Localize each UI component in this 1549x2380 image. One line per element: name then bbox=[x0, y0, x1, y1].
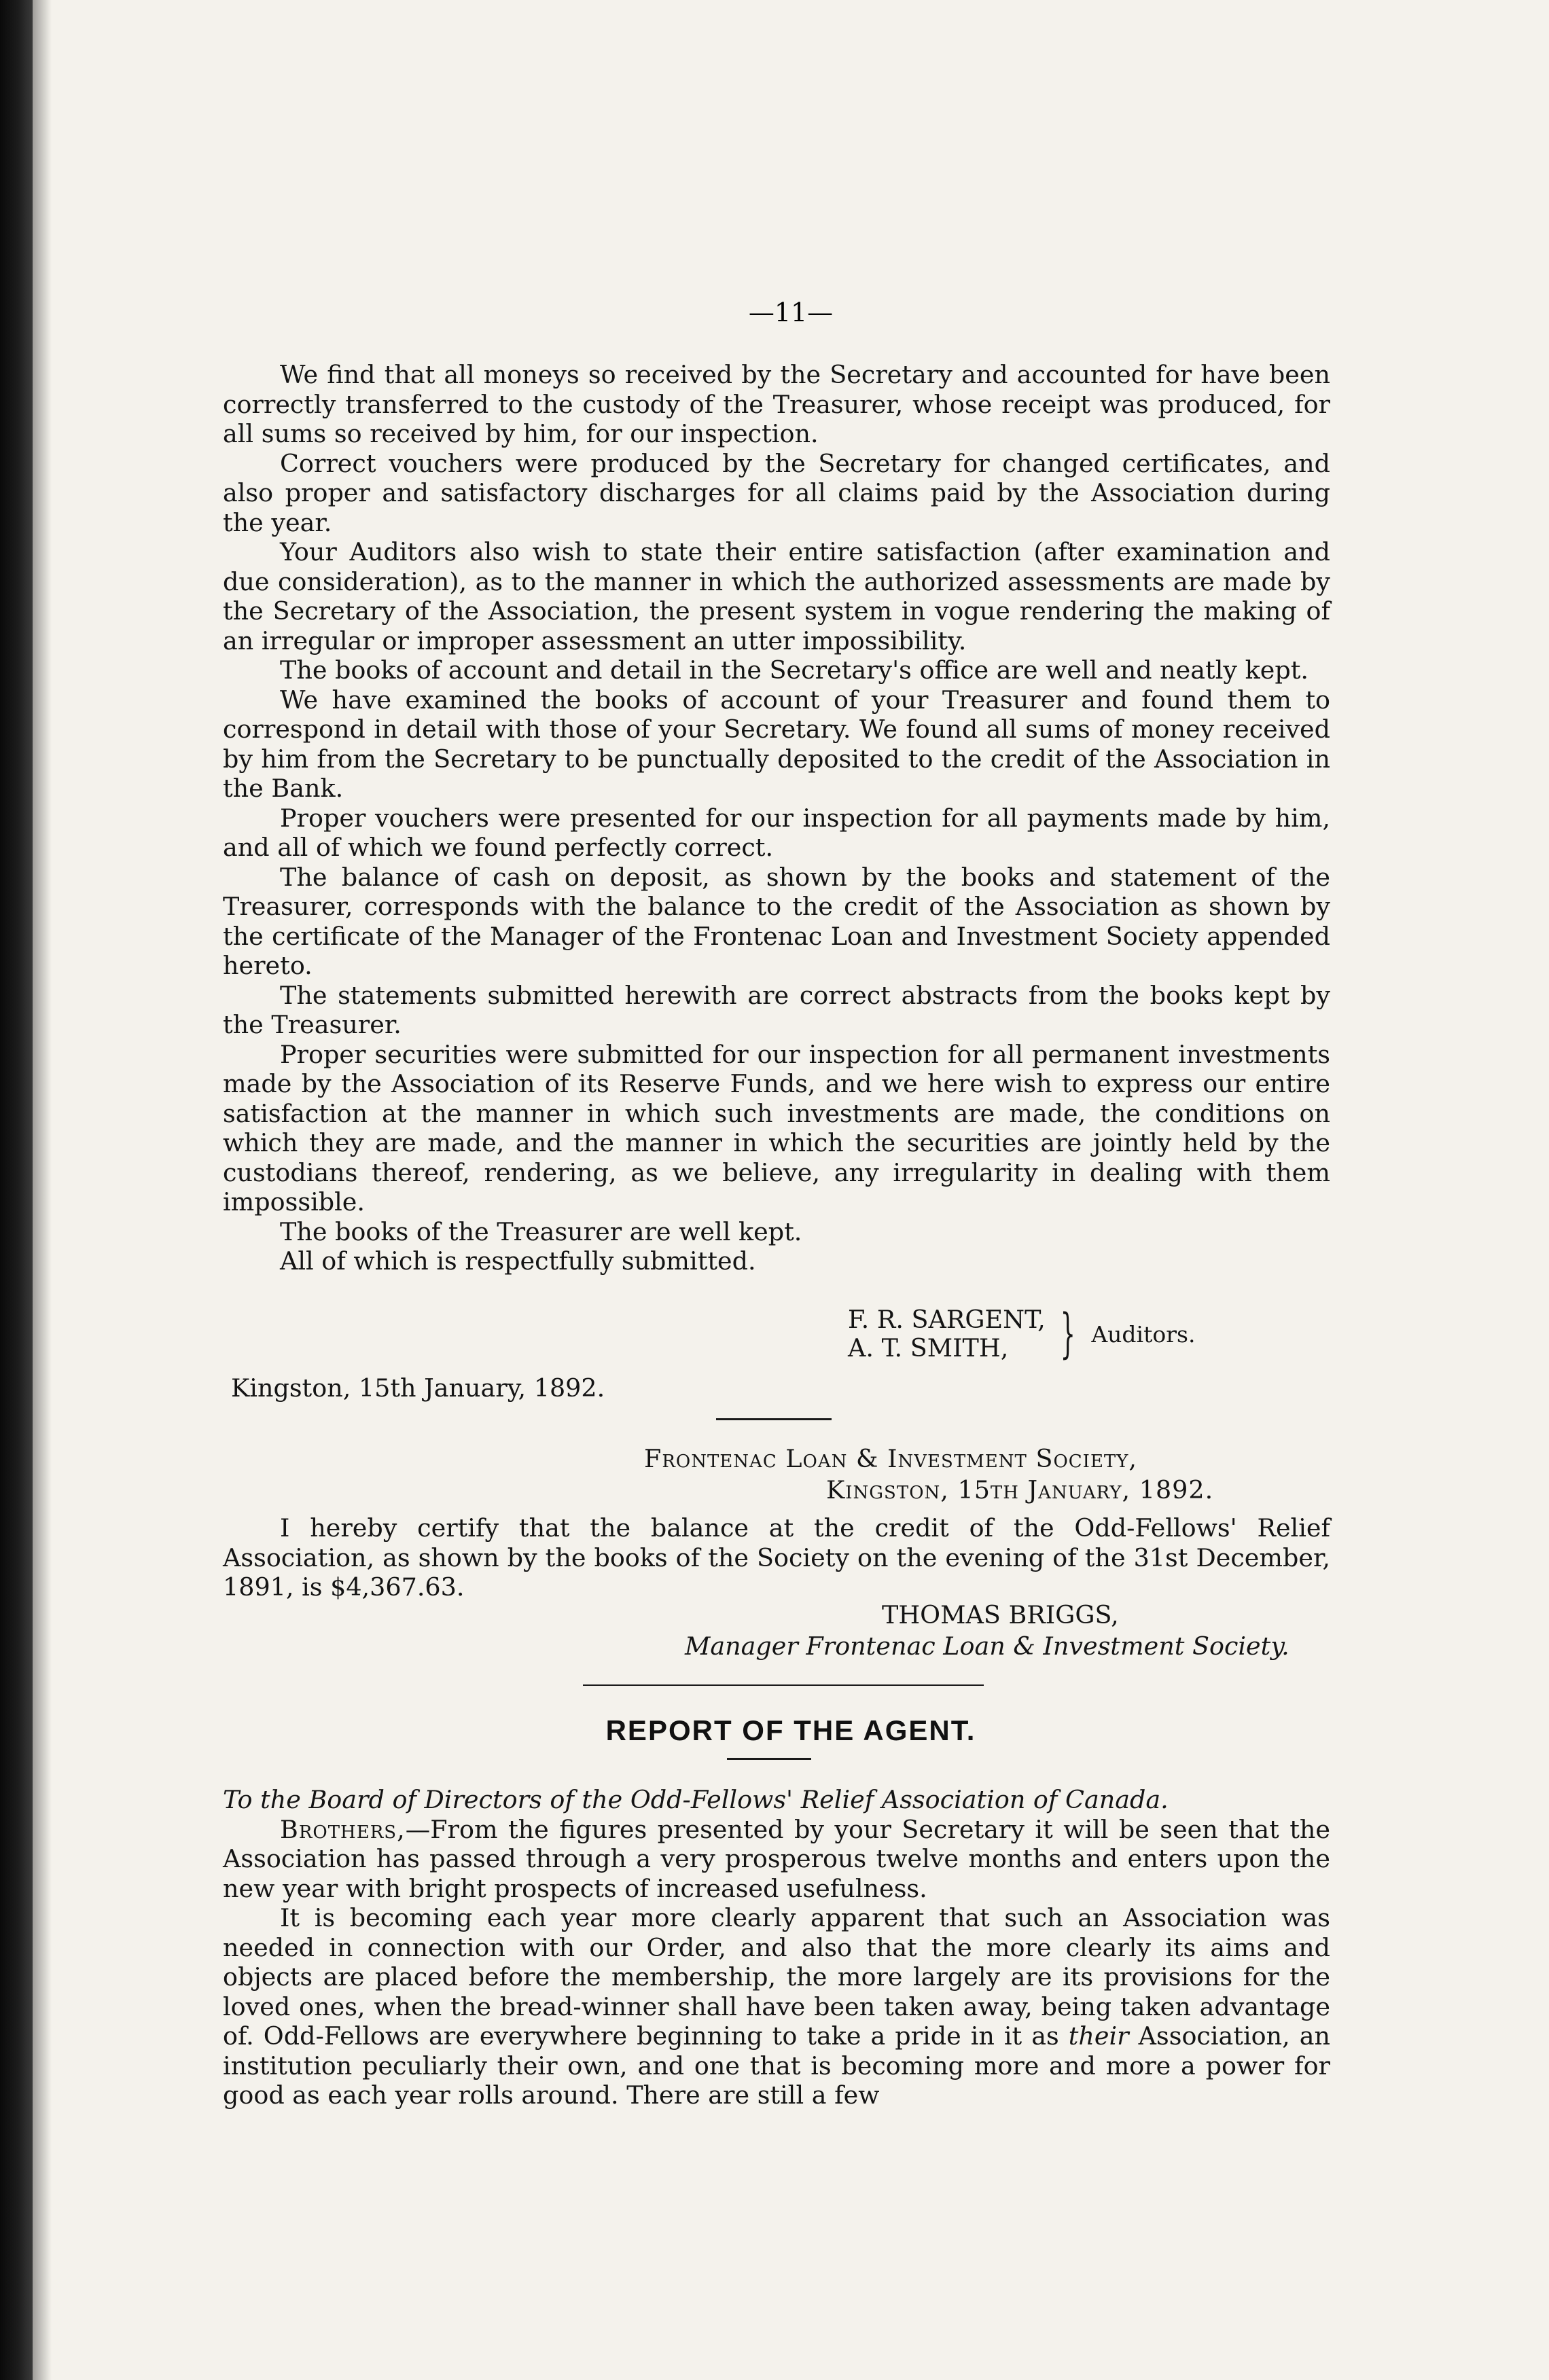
certificate-signer-title: Manager Frontenac Loan & Investment Society. bbox=[685, 1631, 1289, 1661]
report-paragraph: We have examined the books of account of your Treasurer and found them to correspond in detail with those of your Secretary. We found all sums of money received by him from the Secretary to be punctually deposited to the credit of the Association in the Bank. bbox=[223, 685, 1330, 803]
section-divider bbox=[583, 1684, 984, 1686]
auditors-place-date: Kingston, 15th January, 1892. bbox=[231, 1373, 605, 1403]
certificate-society: Frontenac Loan & Investment Society, bbox=[644, 1444, 1138, 1473]
auditors-report bbox=[223, 360, 1330, 1276]
address-line: To the Board of Directors of the Odd-Fellows' Relief Association of Canada. bbox=[223, 1785, 1169, 1814]
book-spine bbox=[0, 0, 33, 2380]
certificate-place-date: Kingston, 15th January, 1892. bbox=[826, 1475, 1214, 1504]
report-paragraph: The books of account and detail in the Secretary's office are well and neatly kept. bbox=[280, 655, 1308, 685]
certificate-text: I hereby certify that the balance at the credit of the Odd-Fellows' Relief Association, as shown by the books of the Society on the evening of the 31st December, 1891, is $4,367.63. bbox=[223, 1513, 1330, 1602]
report-paragraph: All of which is respectfully submitted. bbox=[280, 1246, 756, 1276]
salutation: Brothers, bbox=[280, 1814, 406, 1844]
gutter-shadow bbox=[33, 0, 52, 2380]
report-paragraph: The books of the Treasurer are well kept. bbox=[280, 1216, 802, 1246]
report-paragraph: Correct vouchers were produced by the Secretary for changed certificates, and also proper and satisfactory discharges for all claims paid by the Association during the year. bbox=[223, 448, 1330, 537]
auditor-name: A. T. SMITH, bbox=[848, 1333, 1009, 1363]
report-paragraph bbox=[223, 1815, 1330, 1904]
auditor-name: F. R. SARGENT, bbox=[848, 1305, 1046, 1334]
report-paragraph: The balance of cash on deposit, as shown by the books and statement of the Treasurer, corresponds with the balance to the credit of the Association as shown by the certificate of the Manager of the Frontenac Loan and Investment Society appended hereto. bbox=[223, 862, 1330, 980]
report-paragraph: Proper vouchers were presented for our inspection for all payments made by him, and all of which we found perfectly correct. bbox=[223, 803, 1330, 862]
paragraph-text: It is becoming each year more clearly apparent that such an Association was needed in connection with our Order, and also that the more clearly its aims and objects are placed before the membership, the more largely are its provisions for the loved ones, when the bread-winner shall have been taken away, being taken advantage of. Odd-Fellows are everywhere beginning to take a pride in it as bbox=[223, 1903, 1330, 2051]
brace-glyph: } bbox=[1060, 1303, 1075, 1365]
report-paragraph: Proper securities were submitted for our inspection for all permanent investments made by the Association of its Reserve Funds, and we here wish to express our entire satisfaction at the manner in which such investments are made, the conditions on which they are made, and the manner in which the securities are jointly held by the custodians thereof, rendering, as we believe, any irregularity in dealing with them impossible. bbox=[223, 1039, 1330, 1216]
page-number: —11— bbox=[748, 298, 834, 327]
paragraph-text: —From the figures presented by your Secretary it will be seen that the Association has passed through a very prosperous twelve months and enters upon the new year with bright prospects of increased usefulness. bbox=[223, 1814, 1330, 1903]
auditor-signatures bbox=[848, 1305, 1195, 1363]
report-paragraph: Your Auditors also wish to state their entire satisfaction (after examination and due consideration), as to the manner in which the authorized assessments are made by the Secretary of the Association, the present system in vogue rendering the making of an irregular or improper assessment an utter impossibility. bbox=[223, 537, 1330, 655]
certificate-body bbox=[223, 1513, 1330, 1602]
report-paragraph: The statements submitted herewith are correct abstracts from the books kept by the Treasurer. bbox=[223, 980, 1330, 1039]
section-heading: REPORT OF THE AGENT. bbox=[605, 1714, 976, 1746]
auditors-label: Auditors. bbox=[1091, 1320, 1196, 1348]
heading-underline bbox=[727, 1758, 811, 1760]
short-divider bbox=[716, 1418, 832, 1420]
paragraph-text: Association, an institution peculiarly their own, and one that is becoming more and more a power for good as each year rolls around. There are still a few bbox=[223, 2021, 1330, 2110]
agent-report bbox=[223, 1785, 1330, 2110]
emphasis-text: their bbox=[1068, 2021, 1129, 2051]
report-paragraph: We find that all moneys so received by the Secretary and accounted for have been correctly transferred to the custody of the Treasurer, whose receipt was produced, for all sums so received by him, for our inspection. bbox=[223, 360, 1330, 448]
report-paragraph bbox=[223, 1903, 1330, 2110]
document-page bbox=[33, 0, 1549, 2380]
certificate-signer: THOMAS BRIGGS, bbox=[882, 1600, 1119, 1629]
